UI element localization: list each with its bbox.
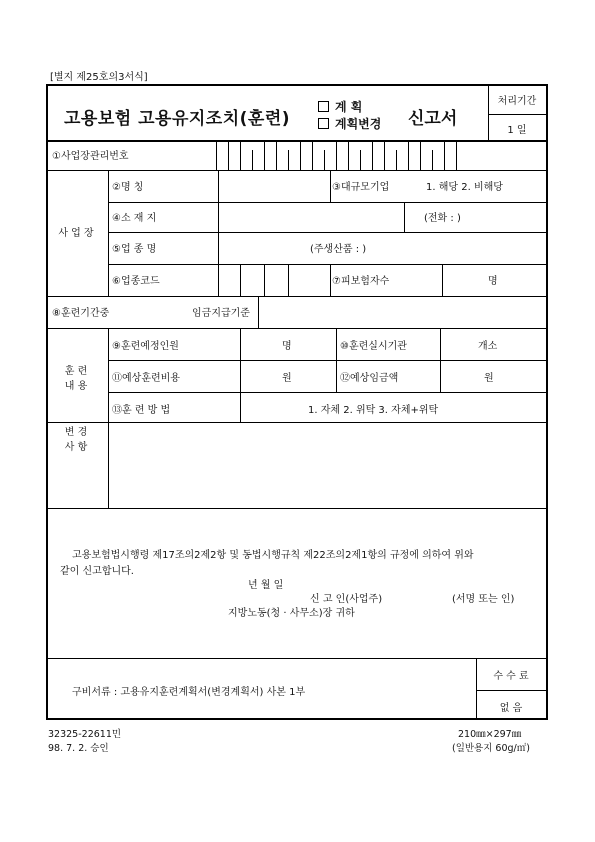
divider	[258, 296, 259, 328]
digit-box-divider	[420, 140, 421, 170]
footer-approval: 98. 7. 2. 승인	[48, 743, 109, 754]
institutions-unit: 개소	[478, 341, 498, 352]
declaration-line-2: 같이 신고합니다.	[60, 566, 134, 577]
divider	[48, 508, 548, 509]
institutions-label: ⑩훈련실시기관	[340, 341, 407, 352]
planned-trainees-label: ⑨훈련예정인원	[112, 341, 179, 352]
divider	[48, 170, 548, 171]
training-cost-label: ⑪예상훈련비용	[112, 373, 180, 384]
attachments-line: 구비서류 : 고용유지훈련계획서(변경계획서) 사본 1부	[72, 687, 306, 698]
wage-amount-label: ⑫예상임금액	[340, 373, 399, 384]
fee-label: 수 수 료	[493, 671, 529, 682]
form-title: 고용보험 고용유지조치(훈련)	[64, 109, 291, 129]
section-business-label: 사 업 장	[58, 228, 94, 239]
checkbox-icon[interactable]	[318, 118, 329, 129]
divider	[336, 328, 337, 392]
divider	[108, 170, 109, 296]
digit-box-divider	[252, 150, 253, 170]
digit-box-divider	[408, 140, 409, 170]
digit-box-divider	[288, 150, 289, 170]
checkbox-plan-change[interactable]: 계획변경	[318, 115, 381, 132]
checkbox-plan[interactable]: 계 획	[318, 98, 362, 115]
divider	[330, 170, 331, 202]
divider	[108, 360, 548, 361]
digit-box-divider	[360, 150, 361, 170]
changes-label: 변 경	[64, 427, 88, 438]
digit-box-divider	[276, 140, 277, 170]
form-title-suffix: 신고서	[408, 109, 458, 129]
divider	[48, 140, 548, 142]
divider	[442, 264, 443, 296]
reporter-line: 신 고 인(사업주)	[310, 594, 383, 605]
divider	[48, 422, 548, 423]
divider	[440, 328, 441, 392]
digit-box-divider	[456, 140, 457, 170]
checkbox-icon[interactable]	[318, 101, 329, 112]
digit-box-divider	[228, 140, 229, 170]
changes-label: 사 항	[64, 442, 88, 453]
planned-trainees-unit: 명	[282, 341, 292, 352]
digit-box-divider	[264, 140, 265, 170]
digit-box-divider	[324, 150, 325, 170]
insured-count-label: ⑦피보험자수	[332, 276, 390, 287]
fee-value: 없 음	[499, 703, 523, 714]
digit-box-divider	[384, 140, 385, 170]
training-method-label: ⑬훈 련 방 법	[112, 405, 171, 416]
recipient-line: 지방노동(청 · 사무소)장 귀하	[228, 608, 355, 619]
divider	[488, 114, 548, 115]
divider	[48, 296, 548, 297]
training-cost-unit: 원	[282, 373, 292, 384]
digit-box-divider	[336, 140, 337, 170]
digit-box-divider	[240, 140, 241, 170]
wage-basis-label: 임금지급기준	[192, 308, 250, 319]
form-label: [별지 제25호의3서식]	[50, 72, 148, 83]
section-training-label: 훈 련	[64, 366, 88, 377]
processing-period-value: 1 일	[507, 125, 527, 136]
divider	[476, 690, 548, 691]
divider	[240, 328, 241, 422]
digit-box-divider	[432, 150, 433, 170]
training-period-label: ⑧훈련기간중	[52, 308, 110, 319]
industry-code-label: ⑥업종코드	[112, 276, 160, 287]
divider	[108, 328, 109, 508]
divider	[48, 658, 548, 659]
industry-name-label: ⑤업 종 명	[112, 244, 157, 255]
large-corp-options[interactable]: 1. 해당 2. 비해당	[426, 182, 503, 193]
processing-period-label: 처리기간	[497, 96, 537, 107]
footer-paper-size: 210㎜×297㎜	[458, 729, 522, 740]
address-label: ④소 재 지	[112, 213, 157, 224]
declaration-line-1: 고용보험법시행령 제17조의2제2항 및 동법시행규칙 제22조의2제1항의 규정에 의하여 위와	[72, 550, 474, 561]
digit-box-divider	[288, 264, 289, 296]
digit-box-divider	[240, 264, 241, 296]
divider	[108, 264, 548, 265]
divider	[404, 202, 405, 232]
section-training-label: 내 용	[64, 381, 88, 392]
business-id-label: ①사업장관리번호	[52, 151, 129, 162]
divider	[330, 264, 331, 296]
large-corp-label: ③대규모기업	[332, 182, 390, 193]
digit-box-divider	[348, 140, 349, 170]
business-name-label: ②명 칭	[112, 182, 144, 193]
divider	[108, 232, 548, 233]
footer-code: 32325-22611민	[48, 729, 122, 740]
divider	[218, 170, 219, 296]
digit-box-divider	[372, 140, 373, 170]
divider	[216, 140, 217, 170]
digit-box-divider	[264, 264, 265, 296]
digit-box-divider	[300, 140, 301, 170]
wage-amount-unit: 원	[484, 373, 494, 384]
divider	[108, 202, 548, 203]
main-product-label: (주생산품 : )	[310, 244, 367, 255]
date-line: 년 월 일	[248, 580, 284, 591]
footer-paper-type: (일반용지 60g/㎡)	[452, 743, 530, 754]
digit-box-divider	[312, 140, 313, 170]
training-method-options[interactable]: 1. 자체 2. 위탁 3. 자체+위탁	[308, 405, 439, 416]
phone-label: (전화 : )	[424, 213, 461, 224]
insured-count-unit: 명	[488, 276, 498, 287]
divider	[48, 328, 548, 329]
divider	[108, 392, 548, 393]
digit-box-divider	[444, 140, 445, 170]
signature-line: (서명 또는 인)	[452, 594, 515, 605]
digit-box-divider	[396, 150, 397, 170]
